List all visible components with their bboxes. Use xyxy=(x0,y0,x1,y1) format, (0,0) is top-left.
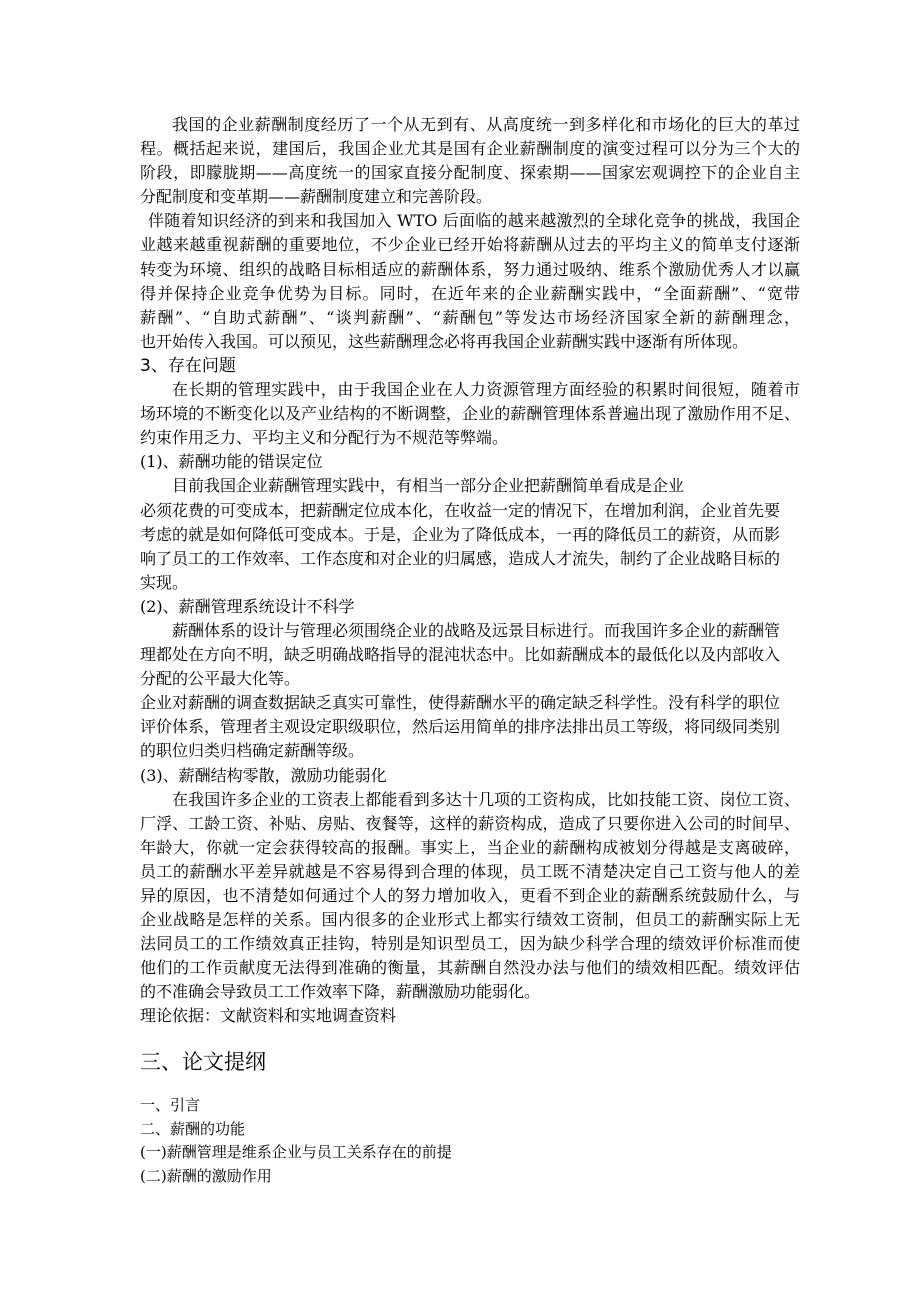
paragraph-line: 也开始传入我国。可以预见，这些薪酬理念必将再我国企业薪酬实践中逐渐有所体现。 xyxy=(140,331,749,351)
outline-item: 一、引言 xyxy=(140,1096,201,1114)
outline-item: (二)薪酬的激励作用 xyxy=(140,1167,272,1186)
paragraph-line: 在长期的管理实践中，由于我国企业在人力资源管理方面经验的积累时间很短，随着市 xyxy=(172,380,800,400)
subsection-title: (1)、薪酬功能的错误定位 xyxy=(140,452,323,472)
paragraph-line: 场环境的不断变化以及产业结构的不断调整，企业的薪酬管理体系普遍出现了激励作用不足、 xyxy=(140,404,800,424)
paragraph-line: 的不准确会导致员工工作效率下降，薪酬激励功能弱化。 xyxy=(140,982,541,1002)
subsection-title: (2)、薪酬管理系统设计不科学 xyxy=(140,596,355,616)
paragraph-line: 目前我国企业薪酬管理实践中，有相当一部分企业把薪酬简单看成是企业 xyxy=(172,476,685,496)
paragraph-line: 实现。 xyxy=(140,572,189,592)
paragraph-line: 我国的企业薪酬制度经历了一个从无到有、从高度统一到多样化和市场化的巨大的革过 xyxy=(172,115,800,134)
paragraph-line: 他们的工作贡献度无法得到准确的衡量，其薪酬自然没办法与他们的绩效相匹配。绩效评估 xyxy=(140,958,800,978)
subsection-title: (3)、薪酬结构零散，激励功能弱化 xyxy=(140,765,387,785)
paragraph-line: 异的原因，也不清楚如何通过个人的努力增加收入，更看不到企业的薪酬系统鼓励什么，与 xyxy=(140,886,800,905)
outline-item: 二、薪酬的功能 xyxy=(140,1119,246,1138)
section-heading: 3、存在问题 xyxy=(140,355,236,376)
paragraph-line: 的职位归类归档确定薪酬等级。 xyxy=(140,741,365,761)
paragraph-line: 考虑的就是如何降低可变成本。于是，企业为了降低成本，一再的降低员工的薪资，从而影 xyxy=(140,524,781,544)
outline-item: (一)薪酬管理是维系企业与员工关系存在的前提 xyxy=(140,1143,452,1162)
paragraph-line: 年龄大，你就一定会获得较高的报酬。事实上，当企业的薪酬构成被划分得越是支离破碎， xyxy=(140,837,800,857)
paragraph-line: 分配制度和变革期——薪酬制度建立和完善阶段。 xyxy=(140,187,493,207)
outline-heading: 三、论文提纲 xyxy=(140,1050,266,1074)
paragraph-line: 必须花费的可变成本，把薪酬定位成本化，在收益一定的情况下，在增加利润，企业首先要 xyxy=(140,500,781,520)
paragraph-line: 员工的薪酬水平差异就越是不容易得到合理的体现，员工既不清楚决定自己工资与他人的差 xyxy=(140,861,800,881)
paragraph-line: 薪酬”、“自助式薪酬”、“谈判薪酬”、“薪酬包”等发达市场经济国家全新的薪酬理念， xyxy=(140,307,800,327)
paragraph-line: 约束作用乏力、平均主义和分配行为不规范等弊端。 xyxy=(140,428,509,448)
theoretical-basis: 理论依据：文献资料和实地调查资料 xyxy=(140,1006,397,1026)
paragraph-line: 分配的公平最大化等。 xyxy=(140,669,301,689)
outline-list xyxy=(140,1094,800,1189)
paragraph-line: 理都处在方向不明，缺乏明确战略指导的混沌状态中。比如薪酬成本的最低化以及内部收入 xyxy=(140,645,781,665)
paragraph-line: 企业对薪酬的调查数据缺乏真实可靠性，使得薪酬水平的确定缺乏科学性。没有科学的职位 xyxy=(140,693,781,713)
paragraph-line: 法同员工的工作绩效真正挂钩，特别是知识型员工，因为缺少科学合理的绩效评价标准而使 xyxy=(140,934,800,954)
paragraph-line: 转变为环境、组织的战略目标相适应的薪酬体系，努力通过吸纳、维系个激励优秀人才以赢 xyxy=(140,259,800,279)
paragraph-line: 薪酬体系的设计与管理必须围绕企业的战略及远景目标进行。而我国许多企业的薪酬管 xyxy=(172,620,781,640)
paragraph-line: 在我国许多企业的工资表上都能看到多达十几项的工资构成，比如技能工资、岗位工资、 xyxy=(172,789,800,809)
paragraph-line: 厂浮、工龄工资、补贴、房贴、夜餐等，这样的薪资构成，造成了只要你进入公司的时间早、 xyxy=(140,813,800,833)
paragraph-line: 企业战略是怎样的关系。国内很多的企业形式上都实行绩效工资制，但员工的薪酬实际上无 xyxy=(140,910,800,930)
paragraph-line: 伴随着知识经济的到来和我国加入 WTO 后面临的越来越激烈的全球化竞争的挑战，我国企 xyxy=(148,211,800,231)
document-body xyxy=(140,113,800,1029)
paragraph-line: 程。概括起来说，建国后，我国企业尤其是国有企业薪酬制度的演变过程可以分为三个大的 xyxy=(140,139,800,159)
paragraph-line: 阶段，即朦胧期——高度统一的国家直接分配制度、探索期——国家宏观调控下的企业自主 xyxy=(140,163,800,183)
paragraph-line: 评价体系，管理者主观设定职级职位，然后运用简单的排序法排出员工等级，将同级同类别 xyxy=(140,717,781,737)
paragraph-line: 得并保持企业竞争优势为目标。同时，在近年来的企业薪酬实践中，“全面薪酬”、“宽带 xyxy=(140,283,800,303)
paragraph-line: 响了员工的工作效率、工作态度和对企业的归属感，造成人才流失，制约了企业战略目标的 xyxy=(140,548,781,568)
paragraph-line: 业越来越重视薪酬的重要地位，不少企业已经开始将薪酬从过去的平均主义的简单支付逐渐 xyxy=(140,235,800,255)
